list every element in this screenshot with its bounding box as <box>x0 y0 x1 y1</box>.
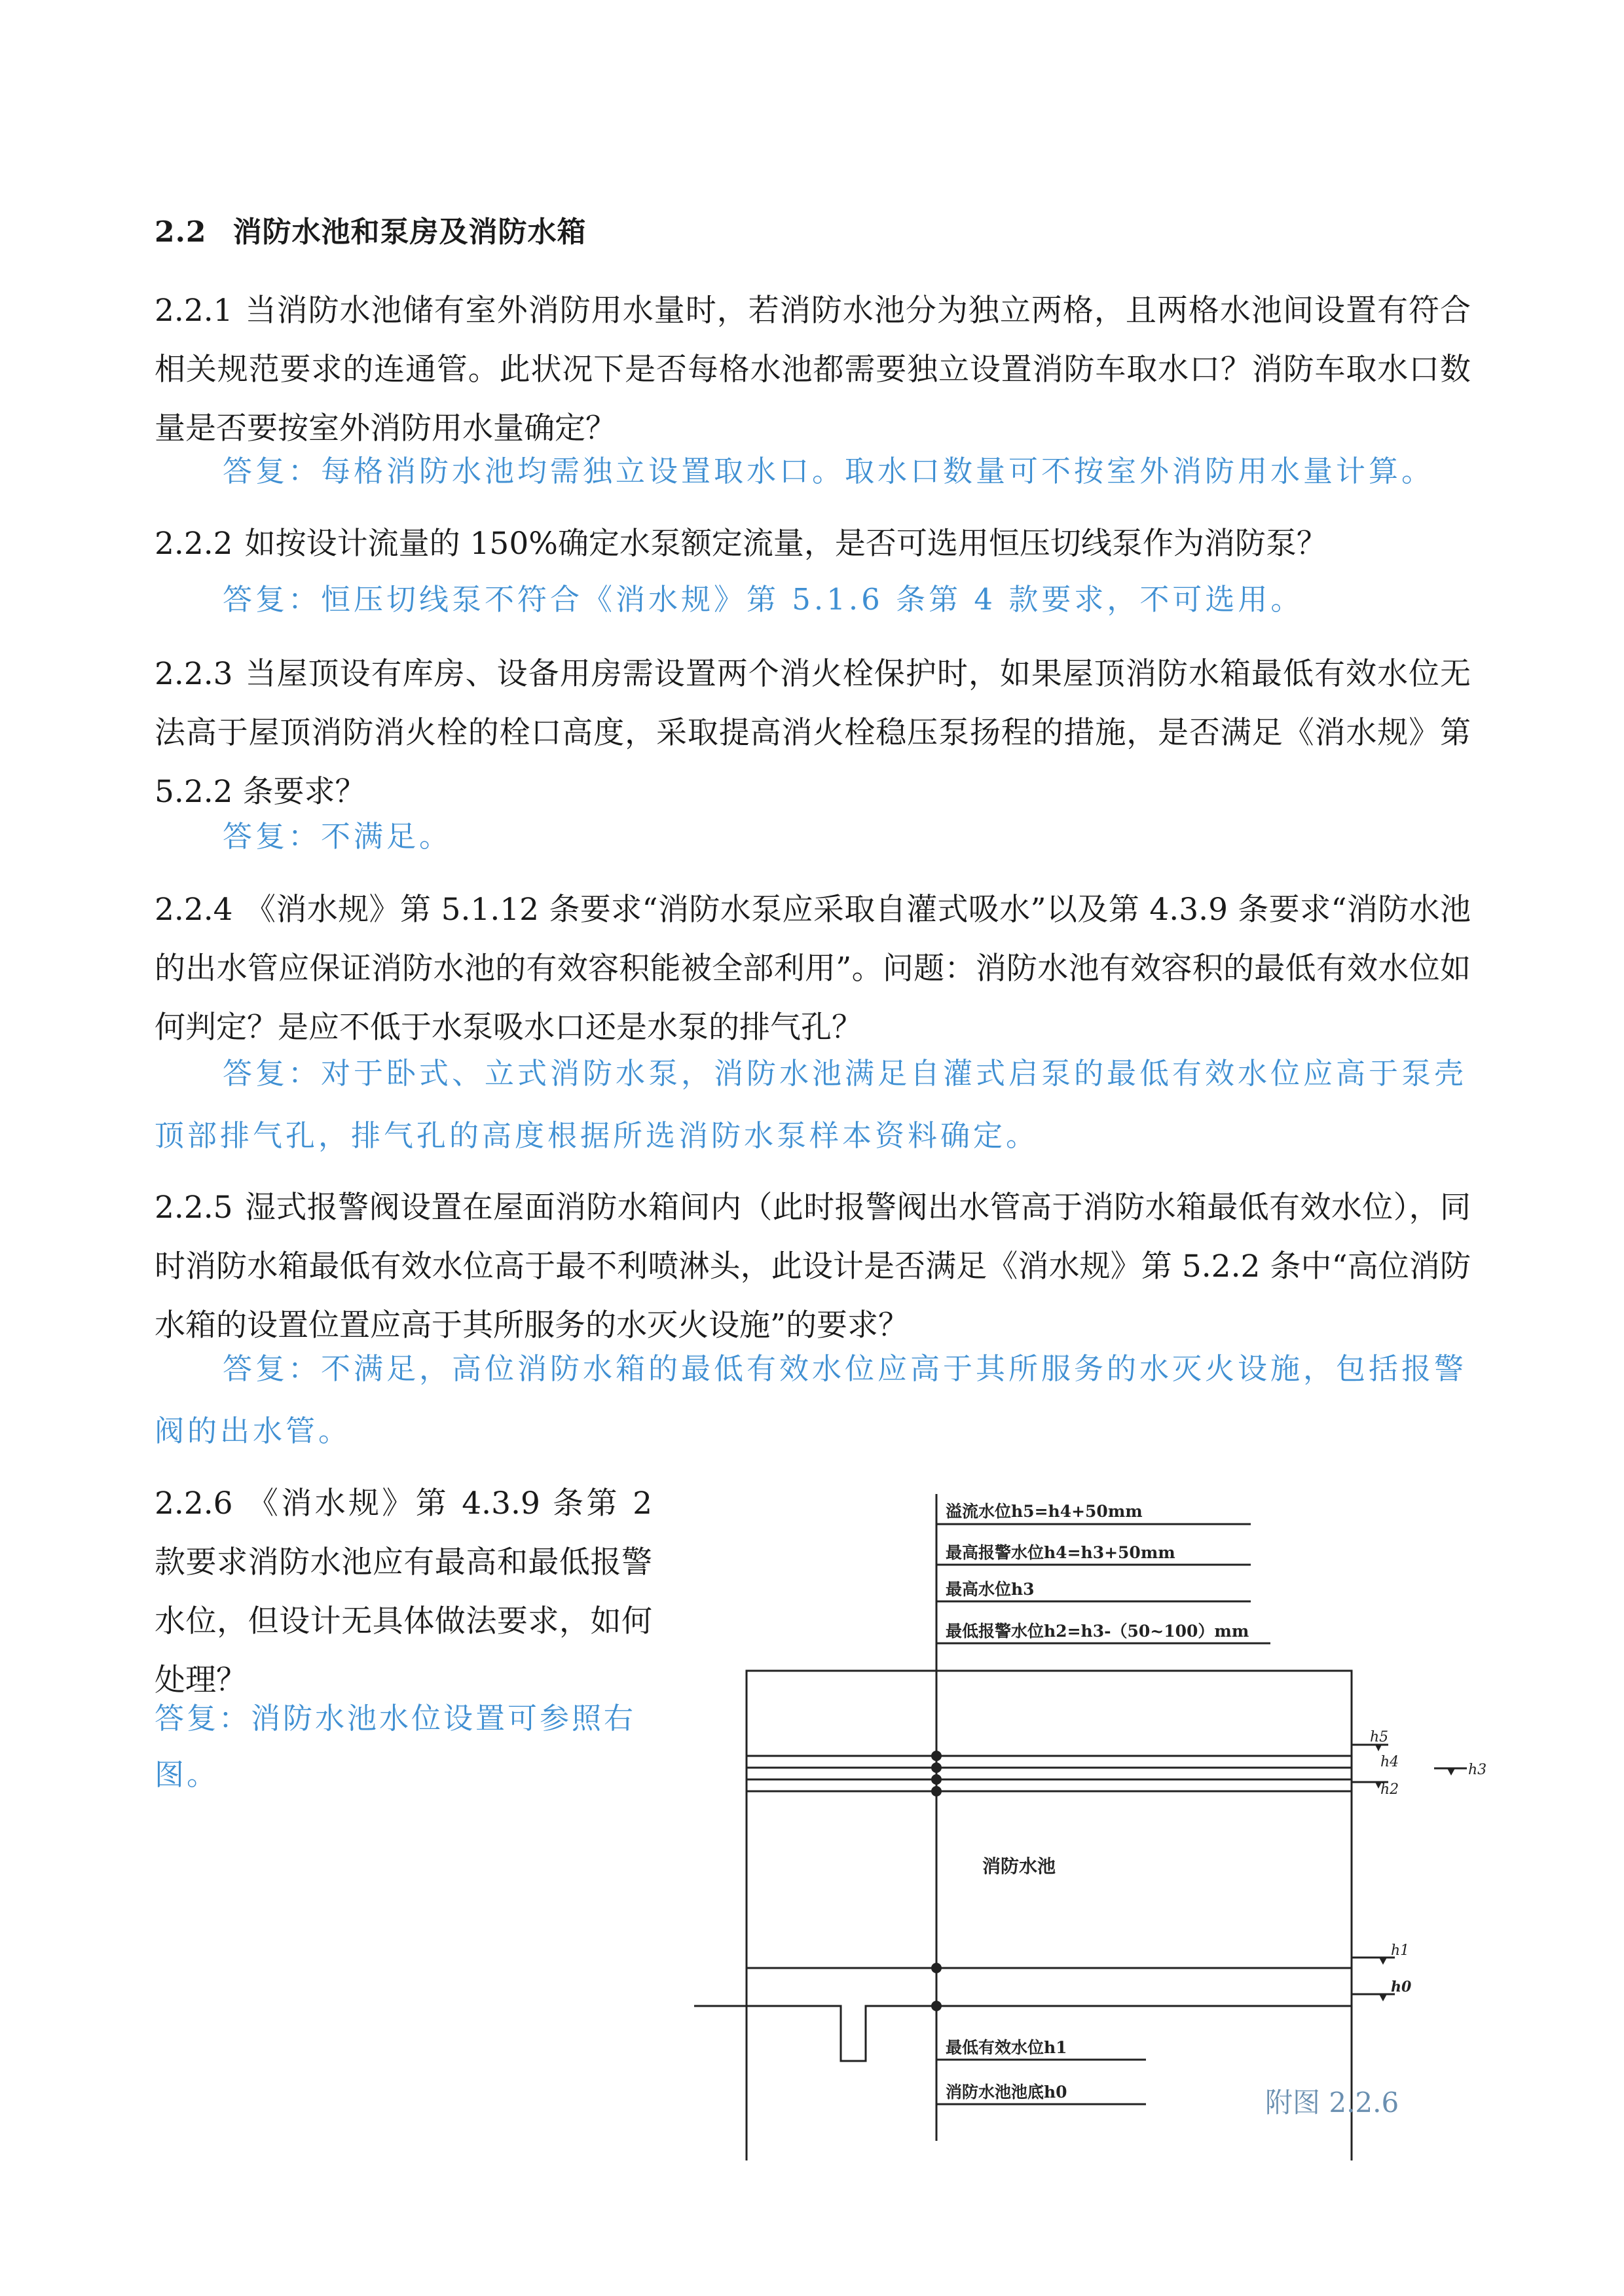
water-level-figure <box>694 1486 1519 2160</box>
marker-triangle <box>1379 1994 1387 2001</box>
pool-label: 消防水池 <box>982 1855 1056 1877</box>
marker-label-h0: h0 <box>1391 1978 1412 1995</box>
answer-2-2-3: 答复：不满足。 <box>223 819 452 854</box>
marker-label-h2: h2 <box>1380 1781 1399 1798</box>
answer-2-2-5: 答复：不满足，高位消防水箱的最低有效水位应高于其所服务的水灭火设施，包括报警阀的出水管。 <box>155 1351 1467 1448</box>
answer-2-2-4: 答复：对于卧式、立式消防水泵，消防水池满足自灌式启泵的最低有效水位应高于泵壳顶部排气孔，排气孔的高度根据所选消防水泵样本资料确定。 <box>155 1056 1467 1153</box>
section-number: 2.2 <box>155 215 207 249</box>
question-number: 2.2.3 <box>155 656 233 692</box>
question-number: 2.2.5 <box>155 1190 233 1226</box>
answer-2-2-6: 答复：消防水池水位设置可参照右图。 <box>155 1701 637 1792</box>
question-2-2-4 <box>155 881 1471 1057</box>
question-text: 当屋顶设有库房、设备用房需设置两个消火栓保护时，如果屋顶消防水箱最低有效水位无法高于屋顶消防消火栓的栓口高度，采取提高消火栓稳压泵扬程的措施，是否满足《消水规》第 5.2.2 条要求？ <box>155 656 1471 810</box>
marker-label-h4: h4 <box>1380 1754 1399 1770</box>
question-2-2-3 <box>155 645 1471 822</box>
label-highest-level: 最高水位h3 <box>946 1580 1035 1599</box>
marker-triangle <box>1375 1745 1382 1751</box>
question-text: 湿式报警阀设置在屋面消防水箱间内（此时报警阀出水管高于消防水箱最低有效水位），同时消防水箱最低有效水位高于最不利喷淋头，此设计是否满足《消水规》第 5.2.2 条中“高位消防水箱的设置位置应高于其所服务的水灭火设施”的要求？ <box>155 1190 1471 1343</box>
label-overflow-level: 溢流水位h5=h4+50mm <box>946 1502 1143 1521</box>
section-title: 消防水池和泵房及消防水箱 <box>232 215 587 249</box>
label-pool-bottom: 消防水池池底h0 <box>946 2083 1067 2102</box>
section-heading <box>155 208 587 250</box>
question-text: 如按设计流量的 150%确定水泵额定流量，是否可选用恒压切线泵作为消防泵？ <box>244 526 1327 562</box>
question-2-2-6 <box>155 1474 652 1710</box>
marker-label-h3: h3 <box>1468 1762 1487 1778</box>
level-dot <box>931 1786 942 1796</box>
label-high-alarm-level: 最高报警水位h4=h3+50mm <box>946 1543 1175 1562</box>
figure-caption: 附图 2.2.6 <box>1265 2086 1399 2119</box>
question-number: 2.2.6 <box>155 1485 233 1522</box>
level-dot <box>931 1963 942 1973</box>
answer-2-2-2: 答复：恒压切线泵不符合《消水规》第 5.1.6 条第 4 款要求，不可选用。 <box>223 582 1304 617</box>
question-2-2-2 <box>155 515 1471 574</box>
level-dot <box>931 2001 942 2011</box>
question-text: 《消水规》第 5.1.12 条要求“消防水泵应采取自灌式吸水”以及第 4.3.9 条要求“消防水池的出水管应保证消防水池的有效容积能被全部利用”。问题：消防水池有效容积的最低有效水位如何判定？是应不低于水泵吸水口还是水泵的排气孔？ <box>155 892 1471 1046</box>
answer-2-2-1: 答复：每格消防水池均需独立设置取水口。取水口数量可不按室外消防用水量计算。 <box>223 454 1435 488</box>
question-2-2-5 <box>155 1178 1471 1355</box>
question-number: 2.2.4 <box>155 892 233 928</box>
level-dot <box>931 1762 942 1773</box>
question-number: 2.2.2 <box>155 526 233 562</box>
label-lowest-effective-level: 最低有效水位h1 <box>946 2038 1067 2057</box>
marker-triangle <box>1447 1768 1455 1776</box>
level-dot <box>931 1751 942 1761</box>
question-number: 2.2.1 <box>155 293 233 329</box>
marker-label-h1: h1 <box>1391 1942 1410 1959</box>
question-text: 《消水规》第 4.3.9 条第 2 款要求消防水池应有最高和最低报警水位，但设计无具体做法要求，如何处理？ <box>155 1485 652 1698</box>
level-dot <box>931 1774 942 1785</box>
marker-triangle <box>1379 1958 1387 1965</box>
question-text: 当消防水池储有室外消防用水量时，若消防水池分为独立两格，且两格水池间设置有符合相关规范要求的连通管。此状况下是否每格水池都需要独立设置消防车取水口？消防车取水口数量是否要按室外消防用水量确定？ <box>155 293 1471 446</box>
question-2-2-1 <box>155 282 1471 458</box>
marker-label-h5: h5 <box>1370 1729 1389 1745</box>
label-low-alarm-level: 最低报警水位h2=h3-（50~100）mm <box>946 1622 1249 1641</box>
